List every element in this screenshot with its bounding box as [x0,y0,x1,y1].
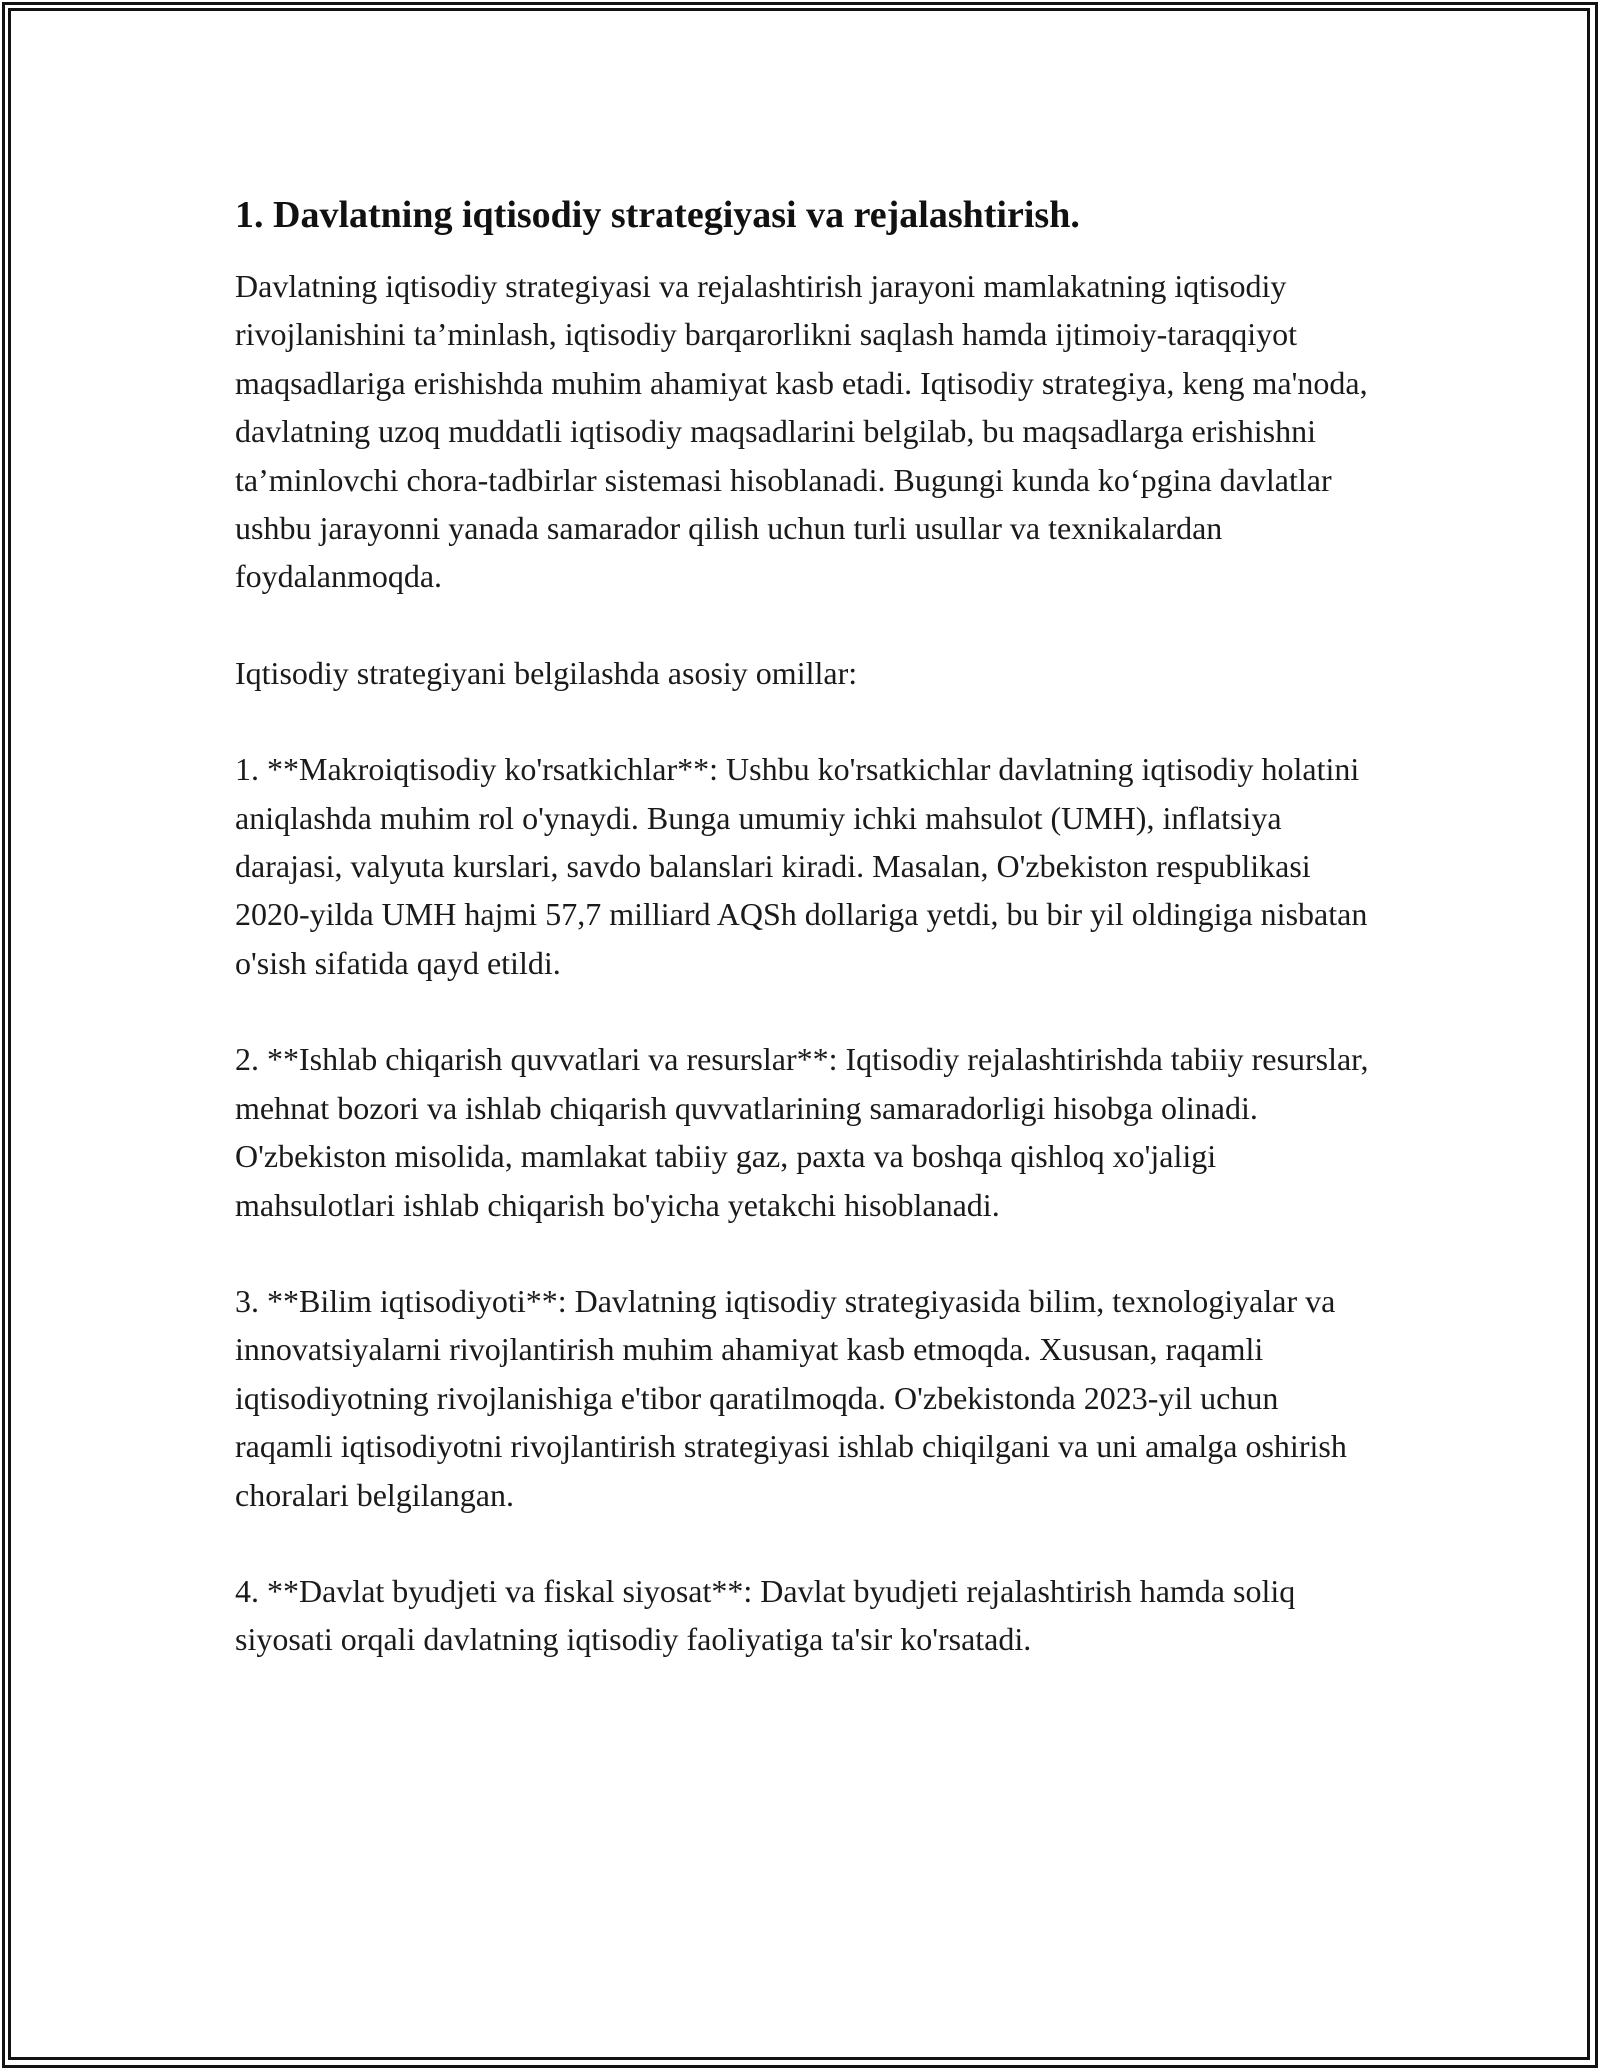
intro-paragraph: Davlatning iqtisodiy strategiyasi va rejalashtirish jarayoni mamlakatning iqtisodiy rivojlanishini ta’minlash, iqtisodiy barqarorlikni saqlash hamda ijtimoiy-taraqqiyot maqsadlariga erishishda muhim ahamiyat kasb etadi. Iqtisodiy strategiya, keng ma'noda, davlatning uzoq muddatli iqtisodiy maqsadlarini belgilab, bu maqsadlarga erishishni ta’minlovchi chora-tadbirlar sistemasi hisoblanadi. Bugungi kunda ko‘pgina davlatlar ushbu jarayonni yanada samarador qilish uchun turli usullar va texnikalardan foydalanmoqda. [235,268,1368,595]
factor-2-paragraph: 2. **Ishlab chiqarish quvvatlari va resurslar**: Iqtisodiy rejalashtirishda tabiiy resurslar, mehnat bozori va ishlab chiqarish quvvatlarining samaradorligi hisobga olinadi. O'zbekiston misolida, mamlakat tabiiy gaz, paxta va boshqa qishloq xo'jaligi mahsulotlari ishlab chiqarish bo'yicha yetakchi hisoblanadi. [235,1041,1369,1223]
section-heading: 1. Davlatning iqtisodiy strategiyasi va rejalashtirish. [235,194,1080,236]
factor-4-paragraph: 4. **Davlat byudjeti va fiskal siyosat**: Davlat byudjeti rejalashtirish hamda soliq siyosati orqali davlatning iqtisodiy faoliyatiga ta'sir ko'rsatadi. [235,1572,1296,1658]
factor-1-paragraph: 1. **Makroiqtisodiy ko'rsatkichlar**: Ushbu ko'rsatkichlar davlatning iqtisodiy holatini aniqlashda muhim rol o'ynaydi. Bunga umumiy ichki mahsulot (UMH), inflatsiya darajasi, valyuta kurslari, savdo balanslari kiradi. Masalan, O'zbekiston respublikasi 2020-yilda UMH hajmi 57,7 milliard AQSh dollariga yetdi, bu bir yil oldingiga nisbatan o'sish sifatida qayd etildi. [235,751,1368,981]
factor-3-paragraph: 3. **Bilim iqtisodiyoti**: Davlatning iqtisodiy strategiyasida bilim, texnologiyalar va innovatsiyalarni rivojlantirish muhim ahamiyat kasb etmoqda. Xususan, raqamli iqtisodiyotning rivojlanishiga e'tibor qaratilmoqda. O'zbekistonda 2023-yil uchun raqamli iqtisodiyotni rivojlantirish strategiyasi ishlab chiqilgani va uni amalga oshirish choralari belgilangan. [235,1282,1347,1513]
document-page [235,188,1375,1712]
factors-intro-paragraph: Iqtisodiy strategiyani belgilashda asosiy omillar: [235,654,858,691]
